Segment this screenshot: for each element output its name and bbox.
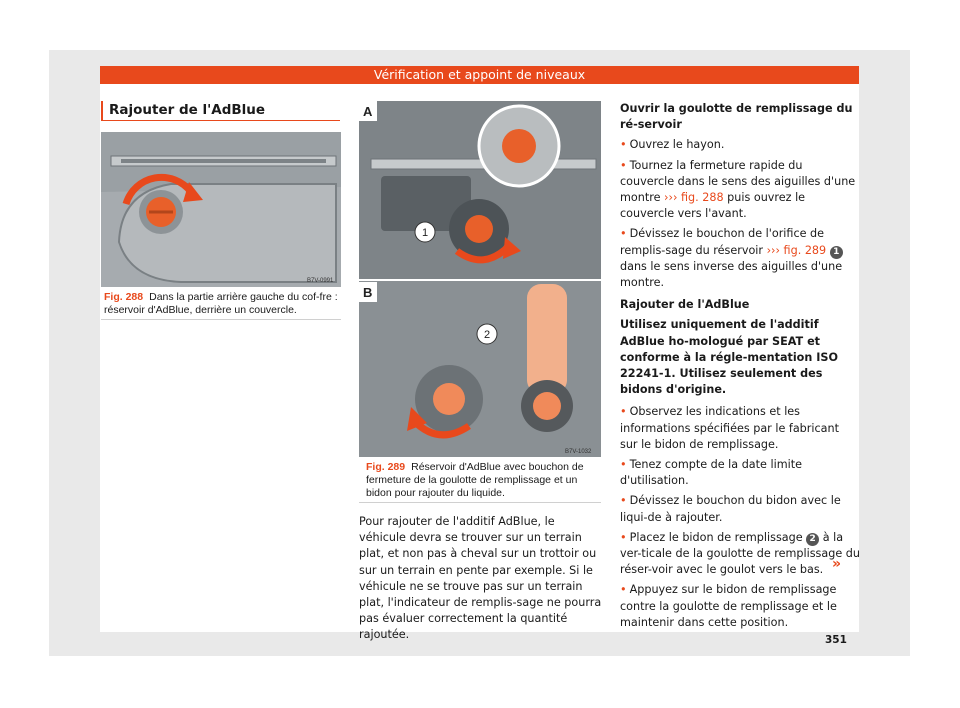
list-item: • Appuyez sur le bidon de remplissage contre la goulotte de remplissage et le maintenir dans cette position. — [620, 583, 837, 629]
figure-289-image — [359, 101, 601, 457]
callout-1: 1 — [421, 227, 429, 239]
figure-289-caption — [366, 461, 598, 500]
section-title: Rajouter de l'AdBlue — [101, 101, 340, 121]
figure-number: Fig. 289 — [366, 461, 406, 473]
list-item: • Dévissez le bouchon de l'orifice de remplis-sage du réservoir ››› fig. 289 1 dans le sens inverse des aiguilles d'une montre. — [620, 227, 843, 290]
panel-label-b: B — [363, 285, 373, 300]
list-item: • Ouvrez le hayon. — [620, 138, 725, 152]
page-number: 351 — [825, 634, 847, 646]
right-column — [620, 101, 860, 635]
figure-ref-link[interactable]: ››› fig. 289 — [766, 243, 827, 257]
middle-paragraph: Pour rajouter de l'additif AdBlue, le véhicule devra se trouver sur un terrain plat, et non pas à cheval sur un trottoir ou sur un terrain en pente par exemple. Si le véhicule ne se trouve pas sur un terrain plat, l'indicateur de remplis-sage ne pourra pas évaluer correctement la quantité rajoutée. — [359, 515, 602, 642]
continue-mark: » — [832, 556, 842, 572]
figure-ref-link[interactable]: ››› fig. 288 — [664, 191, 724, 205]
callout-badge: 1 — [830, 246, 843, 259]
caption-text: Dans la partie arrière gauche du cof-fre : réservoir d'AdBlue, derrière un couvercle. — [104, 291, 338, 316]
figure-code: B7V-0991 — [307, 278, 334, 284]
figure-number: Fig. 288 — [104, 291, 144, 303]
list-item: • Dévissez le bouchon du bidon avec le liqui-de à rajouter. — [620, 494, 841, 524]
figure-code: B7V-1032 — [565, 449, 592, 455]
list-item: • Observez les indications et les informations spécifiées par le fabricant sur le bidon de remplissage. — [620, 405, 839, 451]
list-item: • Tenez compte de la date limite d'utilisation. — [620, 458, 802, 488]
warning-heading: Utilisez uniquement de l'additif AdBlue ho-mologué par SEAT et conforme à la régle-mentation ISO 22241-1. Utilisez seulement des bidons d'origine. — [620, 318, 838, 397]
panel-label-a: A — [363, 104, 373, 119]
figure-288-image — [101, 132, 341, 287]
callout-badge: 2 — [806, 533, 819, 546]
list-item: • Tournez la fermeture rapide du couvercle dans le sens des aiguilles d'une montre ››› fig. 288 puis ouvrez le couvercle vers l'avant. — [620, 158, 856, 221]
adblue-cover-illustration — [101, 132, 341, 287]
heading-open-filler: Ouvrir la goulotte de remplissage du ré-servoir — [620, 102, 853, 132]
callout-2: 2 — [483, 329, 491, 341]
list-item: • Placez le bidon de remplissage 2 à la ver-ticale de la goulotte de remplissage du réser-voir avec le goulot vers le bas. — [620, 530, 860, 577]
page-header: Vérification et appoint de niveaux — [100, 66, 859, 84]
adblue-refill-illustration — [359, 101, 601, 457]
caption-text: Réservoir d'AdBlue avec bouchon de fermeture de la goulotte de remplissage et un bidon pour rajouter du liquide. — [366, 461, 584, 499]
heading-add-adblue: Rajouter de l'AdBlue — [620, 298, 750, 312]
figure-288-caption — [104, 291, 338, 317]
